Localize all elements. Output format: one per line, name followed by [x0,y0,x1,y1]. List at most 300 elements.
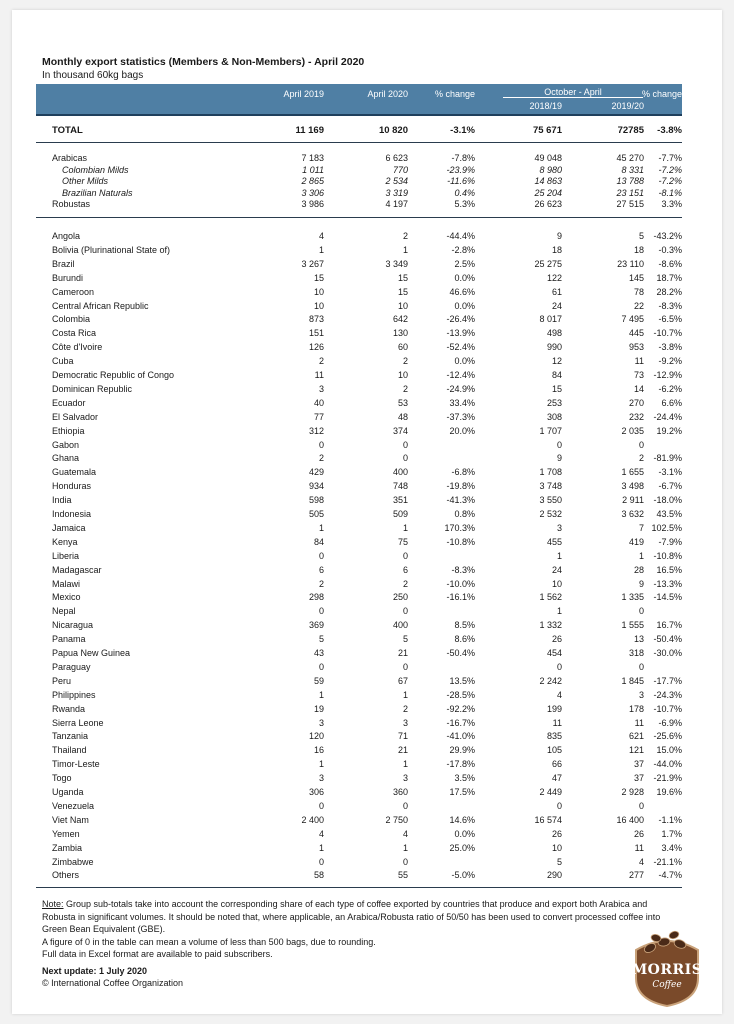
cell-april-2020: 748 [392,481,408,492]
cell-april-2020: 21 [397,745,408,756]
row-label: Yemen [52,828,80,839]
cell-april-2019: 0 [318,606,324,617]
cell-pct-change-april: -50.4% [446,648,475,658]
header-pct-change-season: % change [641,89,682,99]
cell-pct-change-april: -41.0% [446,731,475,742]
cell-april-2019: 2 400 [301,814,324,825]
cell-pct-change-april: -26.4% [446,314,475,325]
cell-april-2020: 0 [402,606,408,617]
row-label: Venezuela [52,800,95,811]
table-row [36,661,682,673]
logo-brand: MORRIS [631,962,703,978]
cell-oct-apr-2018-19: 4 [556,689,562,700]
cell-oct-apr-2018-19: 498 [546,328,562,339]
table-row [36,703,682,715]
cell-april-2019: 0 [318,800,324,811]
cell-pct-change-season: -10.7% [653,703,682,714]
row-label: Mexico [52,592,81,603]
cell-pct-change-season: -10.7% [653,328,682,339]
cell-oct-apr-2018-19: 0 [556,439,562,450]
cell-april-2019: 934 [308,481,324,492]
cell-april-2019: 0 [318,439,324,450]
cell-april-2020: 2 [402,356,408,367]
cell-april-2019: 151 [308,328,324,339]
row-label: Nepal [52,606,76,617]
row-label: Panama [52,634,86,645]
table-row [36,619,682,631]
cell-april-2020: 67 [397,675,408,686]
cell-april-2020: 0 [402,550,408,561]
logo-sub: Coffee [652,980,682,990]
table-row [36,758,682,770]
cell-pct-change-april: -12.4% [446,370,475,380]
cell-pct-change-season: -3.1% [658,467,682,478]
row-label: Côte d'Ivoire [52,342,103,353]
cell-pct-change-april: -44.4% [446,231,475,241]
cell-april-2020: 509 [392,509,408,519]
cell-oct-apr-2018-19: 15 [551,383,562,394]
cell-oct-apr-2018-19: 5 [556,856,562,867]
cell-oct-apr-2019-20: 178 [628,703,644,714]
cell-april-2020: 21 [397,648,408,658]
cell-oct-apr-2018-19: 835 [546,731,562,742]
table-row [36,411,682,423]
cell-oct-apr-2018-19: 66 [551,759,562,770]
table-row [36,786,682,798]
cell-april-2020: 3 [402,773,408,784]
cell-oct-apr-2018-19: 2 532 [539,509,562,519]
row-label: El Salvador [52,411,99,422]
cell-april-2020: 2 [402,703,408,714]
cell-pct-change-april: 33.4% [449,397,475,408]
document-title: Monthly export statistics (Members & Non-Members) - April 2020 [42,56,365,68]
cell-oct-apr-2019-20: 2 911 [622,495,644,506]
cell-pct-change-season: 18.7% [656,272,682,283]
cell-pct-change-season: -6.7% [658,481,682,492]
cell-pct-change-season: 15.0% [656,745,682,756]
table-row [36,439,682,451]
cell-oct-apr-2019-20: 73 [633,370,644,380]
cell-april-2019: 15 [313,272,324,283]
cell-oct-apr-2018-19: 2 449 [539,787,562,797]
cell-april-2019: 2 [318,356,324,367]
cell-april-2020: 10 [397,300,408,311]
cell-pct-change-april: -5.0% [451,870,475,881]
cell-pct-change-season: -17.7% [653,675,682,686]
table-row [36,730,682,742]
cell-oct-apr-2019-20: 72785 [617,125,644,136]
cell-oct-apr-2019-20: 2 928 [621,787,644,797]
cell-april-2019: 598 [308,495,324,506]
cell-april-2019: 43 [313,648,324,658]
cell-oct-apr-2018-19: 14 863 [534,176,562,187]
cell-april-2020: 374 [392,425,408,436]
cell-april-2019: 306 [308,787,324,797]
table-row [36,230,682,242]
cell-pct-change-season: -18.0% [653,495,682,506]
cell-oct-apr-2019-20: 4 [638,856,644,867]
cell-oct-apr-2019-20: 9 [638,578,644,589]
row-label: Arabicas [52,153,88,163]
cell-oct-apr-2018-19: 1 707 [539,425,562,436]
cell-pct-change-april: 2.5% [454,258,475,269]
cell-pct-change-april: -41.3% [446,495,475,506]
cell-april-2019: 10 [313,300,324,311]
cell-oct-apr-2018-19: 122 [546,272,562,283]
cell-pct-change-april: 46.6% [449,286,475,297]
cell-pct-change-season: 16.7% [656,620,682,631]
row-label: Ecuador [52,397,86,408]
cell-april-2020: 3 [402,717,408,728]
cell-april-2019: 40 [313,397,324,408]
cell-pct-change-april: -28.5% [446,689,475,700]
cell-pct-change-season: -50.4% [653,634,682,645]
table-row [36,286,682,298]
row-label: Honduras [52,481,92,492]
cell-oct-apr-2019-20: 0 [638,606,644,617]
cell-oct-apr-2019-20: 0 [638,800,644,811]
cell-pct-change-season: 19.2% [656,425,682,436]
cell-pct-change-season: -6.5% [658,314,682,325]
cell-pct-change-april: -3.1% [450,125,475,136]
table-row [36,772,682,784]
row-label: Philippines [52,689,96,700]
cell-april-2020: 250 [392,592,408,603]
cell-april-2020: 4 197 [385,199,408,210]
cell-oct-apr-2018-19: 1 562 [539,592,562,603]
next-update: Next update: 1 July 2020 [42,965,148,976]
cell-oct-apr-2019-20: 26 [633,828,644,839]
header-pct-change-april: % change [434,89,475,99]
table-row [36,536,682,548]
row-label: Democratic Republic of Congo [52,370,175,380]
cell-april-2020: 0 [402,439,408,450]
cell-april-2020: 770 [392,164,408,175]
cell-pct-change-season: -21.1% [653,856,682,867]
row-label: Uganda [52,787,84,797]
cell-oct-apr-2019-20: 3 632 [621,509,644,519]
cell-pct-change-april: 17.5% [449,787,475,797]
table-row [36,466,682,478]
cell-april-2019: 1 [318,244,324,255]
cell-oct-apr-2019-20: 45 270 [616,153,644,163]
table-row [36,152,682,164]
cell-oct-apr-2019-20: 8 331 [621,164,644,175]
cell-pct-change-april: -10.8% [446,536,475,547]
cell-oct-apr-2018-19: 0 [556,800,562,811]
cell-april-2019: 11 169 [295,125,324,136]
cell-oct-apr-2019-20: 3 [638,689,644,700]
cell-pct-change-season: 3.3% [661,199,682,210]
row-label: Ethiopia [52,425,85,436]
cell-april-2019: 1 [318,522,324,533]
cell-oct-apr-2018-19: 290 [546,870,562,881]
row-label: Indonesia [52,509,92,519]
row-label: Liberia [52,550,80,561]
cell-pct-change-april: -23.9% [446,164,475,175]
cell-oct-apr-2019-20: 1 845 [621,675,644,686]
cell-april-2019: 0 [318,661,324,672]
cell-pct-change-season: 43.5% [656,509,682,519]
cell-april-2019: 429 [308,467,324,478]
cell-april-2019: 58 [313,870,324,881]
cell-pct-change-season: 102.5% [651,522,682,533]
table-row [36,675,682,687]
cell-april-2019: 3 986 [301,199,324,210]
row-label: Zimbabwe [52,856,94,867]
cell-oct-apr-2018-19: 61 [551,286,562,297]
cell-pct-change-april: 5.3% [454,199,475,210]
cell-oct-apr-2019-20: 953 [628,342,644,353]
table-row [36,814,682,826]
cell-pct-change-april: -2.8% [451,244,475,255]
cell-oct-apr-2019-20: 22 [633,300,644,311]
cell-april-2019: 369 [308,620,324,631]
cell-pct-change-april: 20.0% [449,425,475,436]
cell-pct-change-season: -0.3% [658,244,682,255]
cell-oct-apr-2019-20: 14 [633,383,644,394]
cell-oct-apr-2018-19: 3 [556,522,562,533]
cell-pct-change-april: -17.8% [446,759,475,770]
cell-april-2019: 1 011 [302,164,324,175]
cell-april-2020: 130 [392,328,408,339]
cell-april-2020: 60 [397,342,408,353]
cell-oct-apr-2018-19: 8 017 [539,314,562,325]
cell-oct-apr-2019-20: 27 515 [616,199,644,210]
cell-pct-change-season: 6.6% [661,397,682,408]
cell-pct-change-april: 29.9% [449,745,475,756]
row-label: Kenya [52,536,78,547]
table-row [36,258,682,270]
cell-oct-apr-2019-20: 28 [633,564,644,575]
copyright: © International Coffee Organization [42,978,184,988]
header-2018-19: 2018/19 [529,101,562,111]
row-label: India [52,495,72,506]
cell-april-2019: 1 [318,759,324,770]
row-label: Angola [52,231,81,241]
cell-april-2020: 6 623 [385,153,408,163]
cell-pct-change-season: -8.1% [658,187,682,198]
cell-oct-apr-2019-20: 0 [638,439,644,450]
cell-oct-apr-2019-20: 7 495 [621,314,644,325]
cell-oct-apr-2018-19: 26 [551,828,562,839]
cell-pct-change-season: -12.9% [653,370,682,380]
row-label: Nicaragua [52,620,94,631]
table-row [36,300,682,312]
cell-oct-apr-2018-19: 308 [546,411,562,422]
table-row [36,689,682,701]
table-row [36,341,682,353]
cell-april-2019: 1 [318,689,324,700]
cell-pct-change-april: 0.0% [454,828,475,839]
header-october-april: October - April [544,87,602,97]
cell-oct-apr-2018-19: 105 [546,745,562,756]
cell-pct-change-season: 28.2% [656,286,682,297]
table-row [36,605,682,617]
cell-pct-change-april: -11.6% [447,176,475,187]
cell-oct-apr-2018-19: 75 671 [532,125,562,136]
row-label: Madagascar [52,564,102,575]
header-2019-20: 2019/20 [611,101,644,111]
row-label: Papua New Guinea [52,648,131,658]
cell-oct-apr-2019-20: 13 788 [616,176,644,187]
row-label: Gabon [52,439,80,450]
cell-oct-apr-2018-19: 18 [551,244,562,255]
cell-oct-apr-2019-20: 1 555 [621,620,644,631]
cell-pct-change-season: -21.9% [653,773,682,784]
row-label: Colombian Milds [62,164,129,175]
cell-april-2020: 400 [392,620,408,631]
cell-april-2019: 2 [318,453,324,464]
cell-april-2020: 48 [397,411,408,422]
row-label: Brazil [52,258,75,269]
cell-april-2019: 873 [308,314,324,325]
cell-pct-change-april: 8.6% [454,634,475,645]
note-label: Note: [42,899,64,909]
cell-pct-change-season: -1.1% [658,814,682,825]
cell-oct-apr-2019-20: 145 [628,272,644,283]
cell-oct-apr-2018-19: 1 [556,550,562,561]
cell-april-2019: 59 [313,675,324,686]
table-row [36,842,682,854]
cell-oct-apr-2018-19: 12 [551,356,562,367]
cell-april-2020: 1 [402,689,408,700]
cell-april-2020: 55 [397,870,408,881]
cell-oct-apr-2018-19: 3 550 [539,495,562,506]
cell-pct-change-april: -13.9% [446,328,475,339]
row-label: Ghana [52,453,80,464]
row-label: Rwanda [52,703,86,714]
cell-pct-change-season: -14.5% [653,592,682,603]
cell-april-2020: 10 [397,370,408,380]
row-label: Cuba [52,356,74,367]
cell-pct-change-season: -7.2% [658,176,682,187]
cell-april-2019: 312 [308,425,324,436]
cell-oct-apr-2019-20: 445 [628,328,644,339]
row-label: Viet Nam [52,814,89,825]
table-row [36,425,682,437]
cell-pct-change-april: 0.8% [454,509,475,519]
cell-oct-apr-2018-19: 455 [546,536,562,547]
cell-oct-apr-2018-19: 9 [556,453,562,464]
cell-pct-change-april: 8.5% [454,620,475,631]
cell-april-2020: 4 [402,828,408,839]
cell-april-2020: 15 [397,286,408,297]
row-label: Central African Republic [52,300,149,311]
cell-april-2020: 2 [402,231,408,241]
cell-oct-apr-2019-20: 270 [628,397,644,408]
cell-oct-apr-2019-20: 419 [628,536,644,547]
cell-oct-apr-2019-20: 37 [633,773,644,784]
cell-april-2019: 0 [318,856,324,867]
cell-oct-apr-2019-20: 0 [638,661,644,672]
cell-pct-change-season: -30.0% [653,648,682,658]
cell-april-2019: 3 [318,383,324,394]
row-label: Cameroon [52,286,95,297]
cell-april-2020: 3 319 [385,187,408,198]
cell-april-2020: 1 [402,759,408,770]
cell-pct-change-season: -7.2% [658,164,682,175]
cell-oct-apr-2019-20: 2 035 [621,425,644,436]
table-row [36,175,682,187]
cell-april-2019: 4 [318,231,324,241]
cell-oct-apr-2019-20: 3 498 [621,481,644,492]
cell-oct-apr-2018-19: 0 [556,661,562,672]
row-label: Togo [52,773,72,784]
notes [42,898,662,990]
row-label: Tanzania [52,731,89,742]
cell-april-2020: 2 [402,383,408,394]
cell-april-2020: 0 [402,856,408,867]
row-label: Brazilian Naturals [62,187,133,198]
cell-april-2020: 642 [392,314,408,325]
cell-april-2019: 77 [313,411,324,422]
cell-oct-apr-2018-19: 11 [552,717,562,728]
table-header [36,84,682,116]
cell-oct-apr-2019-20: 621 [628,731,644,742]
cell-oct-apr-2018-19: 1 332 [539,620,562,631]
table-row [36,164,682,176]
table-row [36,494,682,506]
cell-oct-apr-2019-20: 78 [633,286,644,297]
cell-pct-change-season: -24.4% [653,411,682,422]
cell-oct-apr-2018-19: 84 [551,370,562,380]
cell-april-2020: 5 [402,634,408,645]
table-row [36,828,682,840]
cell-oct-apr-2019-20: 121 [628,745,644,756]
row-label: Guatemala [52,467,97,478]
cell-oct-apr-2019-20: 232 [628,411,644,422]
cell-pct-change-season: -8.6% [658,258,682,269]
cell-pct-change-april: 170.3% [444,522,475,533]
cell-april-2019: 2 [318,578,324,589]
cell-oct-apr-2018-19: 8 980 [539,164,562,175]
cell-oct-apr-2018-19: 2 242 [539,675,562,686]
cell-april-2020: 53 [397,397,408,408]
table-row [36,313,682,325]
cell-oct-apr-2019-20: 7 [638,522,644,533]
cell-oct-apr-2018-19: 199 [546,703,562,714]
cell-april-2020: 2 534 [385,176,408,187]
cell-april-2020: 1 [402,244,408,255]
row-label: Zambia [52,842,83,853]
cell-oct-apr-2019-20: 1 335 [621,592,644,603]
row-label: Peru [52,675,72,686]
cell-oct-apr-2018-19: 253 [546,397,562,408]
cell-pct-change-season: -6.9% [658,717,682,728]
cell-april-2020: 71 [397,731,408,742]
cell-oct-apr-2019-20: 11 [634,842,644,853]
document-subtitle: In thousand 60kg bags [42,70,144,81]
cell-april-2020: 2 [402,578,408,589]
table-row [36,591,682,603]
cell-pct-change-season: -7.9% [658,536,682,547]
cell-oct-apr-2018-19: 49 048 [534,153,562,163]
cell-oct-apr-2018-19: 26 [551,634,562,645]
cell-april-2019: 7 183 [301,153,324,163]
zero-note: A figure of 0 in the table can mean a volume of less than 500 bags, due to rounding. [42,936,376,947]
cell-april-2020: 0 [402,800,408,811]
cell-oct-apr-2019-20: 13 [633,634,644,645]
table-row [36,856,682,868]
row-label: Dominican Republic [52,383,133,394]
table-row [36,272,682,284]
cell-april-2019: 3 267 [301,258,324,269]
row-label: Thailand [52,745,87,756]
cell-pct-change-season: 3.4% [661,842,682,853]
table-row [36,717,682,729]
table-row [36,244,682,256]
